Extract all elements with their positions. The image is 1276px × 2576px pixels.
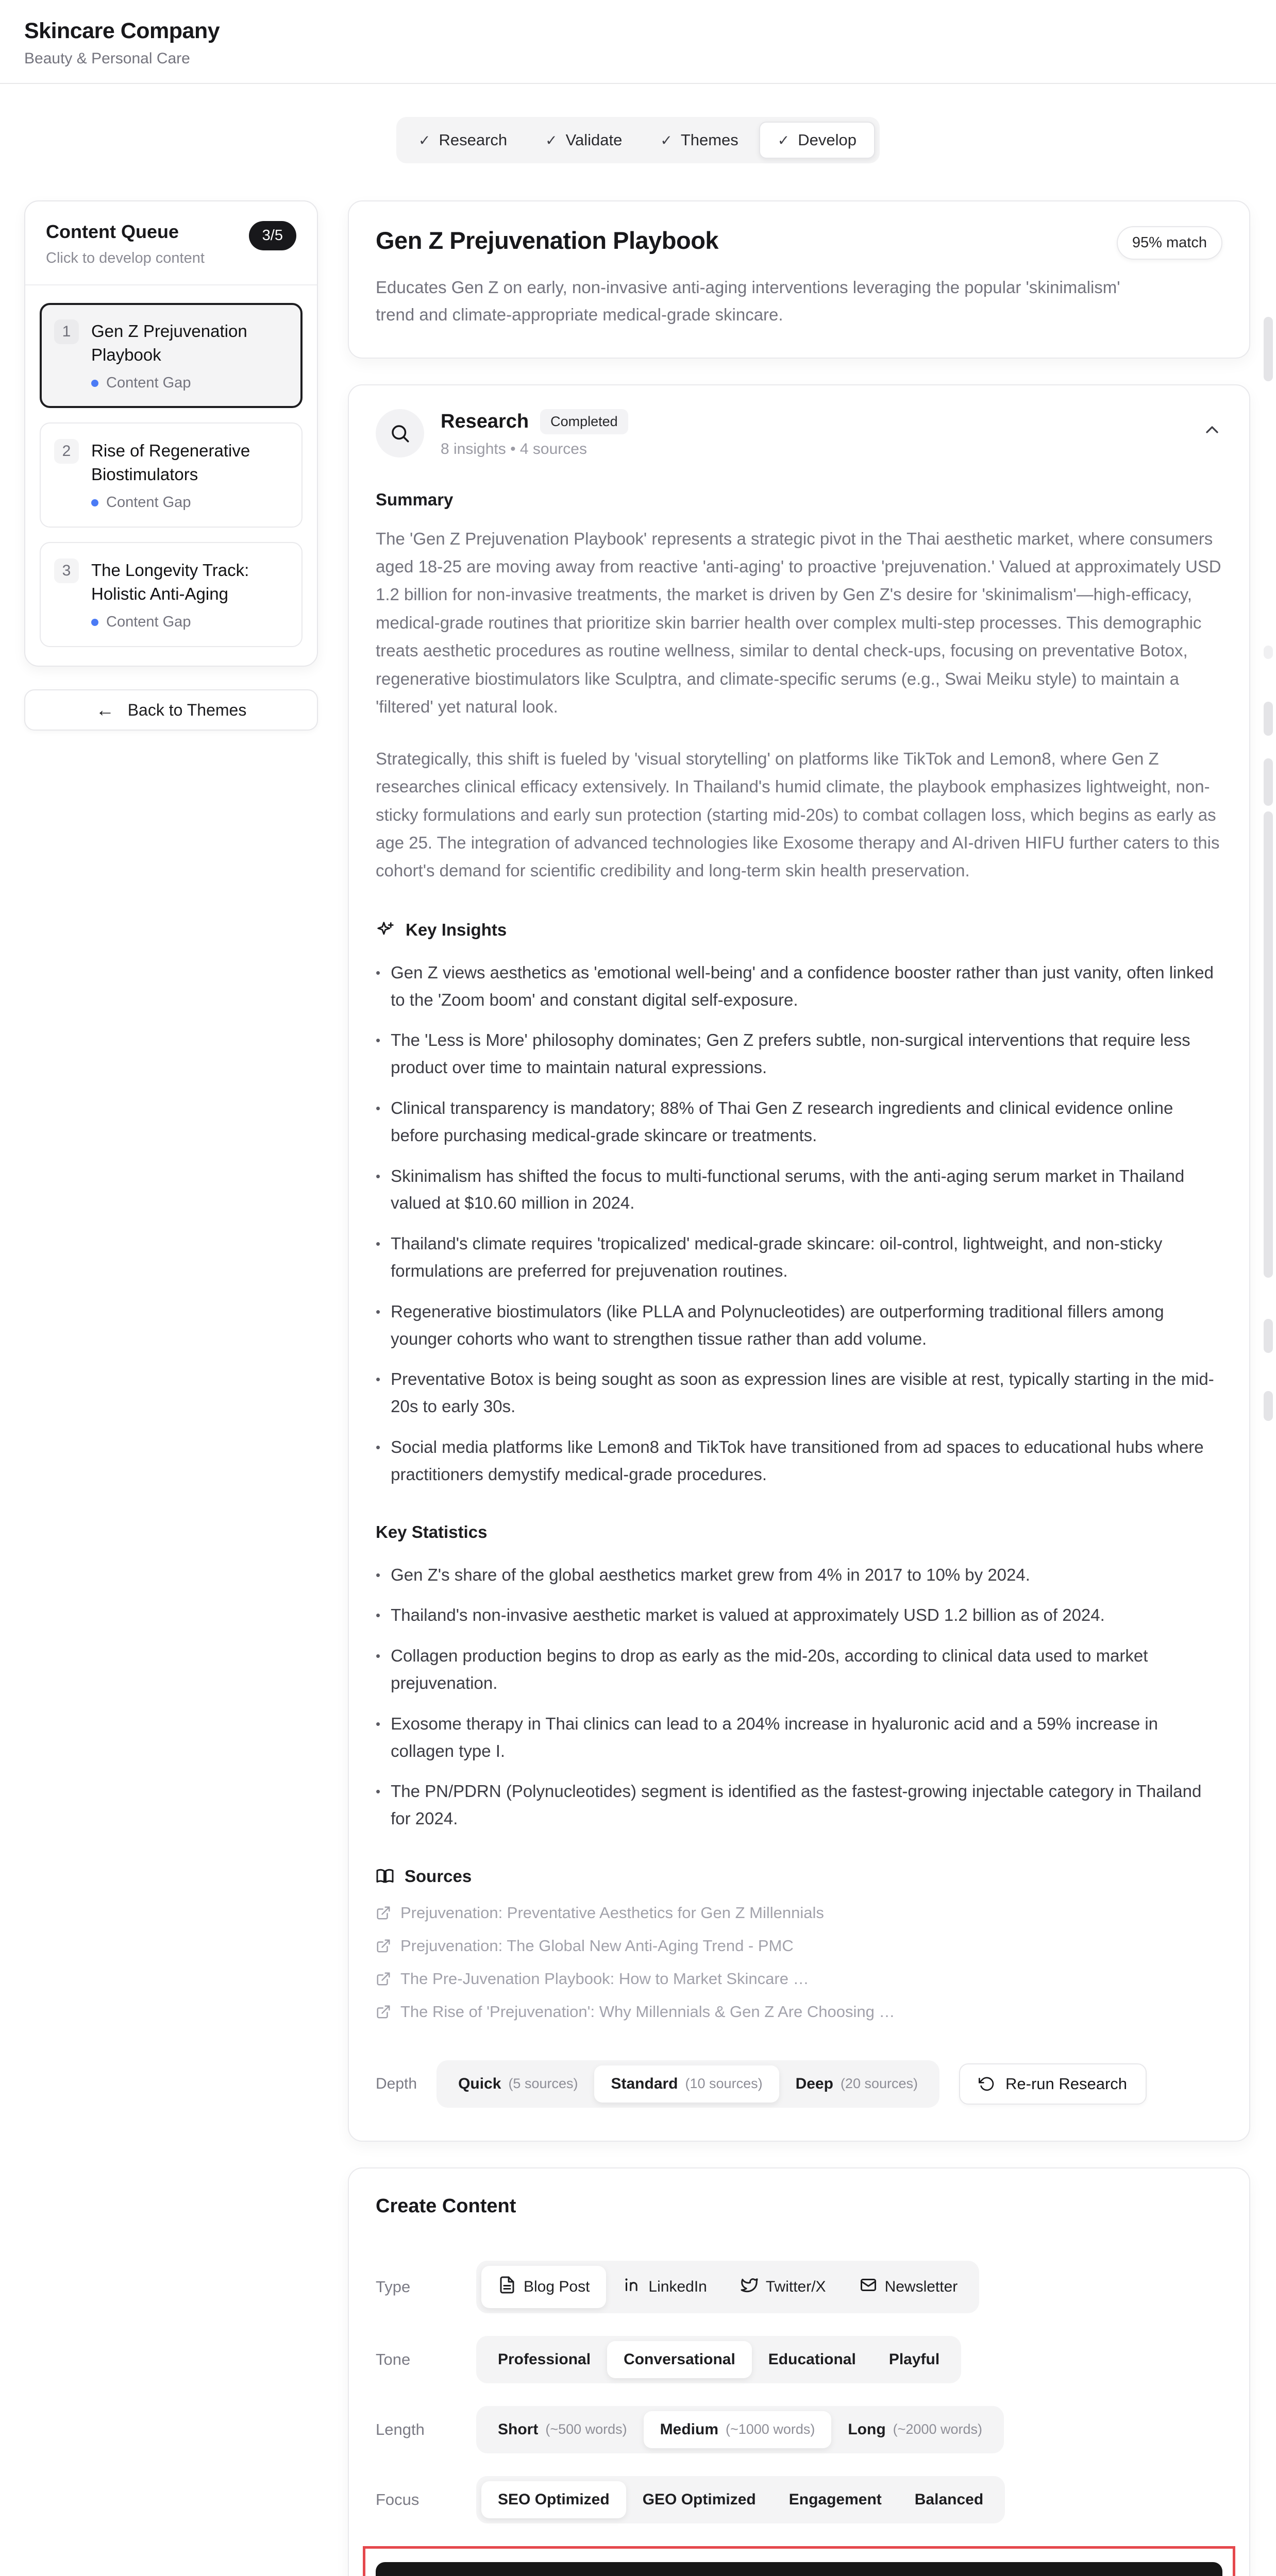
- workflow-stepper: [0, 117, 1276, 163]
- tone-option-label: Conversational: [624, 2350, 735, 2368]
- collapse-button[interactable]: [1202, 419, 1222, 442]
- generate-blog-post-button[interactable]: [376, 2562, 1222, 2576]
- queue-item-number: 2: [54, 439, 79, 464]
- length-row: [376, 2406, 1222, 2453]
- sparkles-icon: [376, 920, 395, 940]
- stat-item: [376, 1602, 1222, 1629]
- source-title: The Pre-Juvenation Playbook: How to Market Skincare …: [400, 1969, 809, 1988]
- bullet-icon: •: [376, 1303, 381, 1319]
- depth-option-deep[interactable]: [779, 2065, 934, 2103]
- bullet-icon: •: [376, 1439, 381, 1455]
- summary-section: [376, 490, 1222, 885]
- tone-row: [376, 2336, 1222, 2383]
- bullet-icon: •: [376, 1784, 381, 1800]
- company-name: Skincare Company: [24, 19, 220, 43]
- stat-item: [376, 1562, 1222, 1589]
- type-option-label: Twitter/X: [765, 2278, 826, 2295]
- stat-item: [376, 1778, 1222, 1833]
- insight-item: [376, 1230, 1222, 1285]
- source-title: Prejuvenation: The Global New Anti-Aging Trend - PMC: [400, 1936, 794, 1955]
- tone-segmented-control: [476, 2336, 961, 2383]
- create-content-card: [348, 2167, 1250, 2576]
- bullet-icon: •: [376, 1168, 381, 1184]
- queue-item-3[interactable]: [40, 542, 303, 647]
- depth-option-label: Deep: [795, 2075, 833, 2092]
- scrollbar-thumb[interactable]: [1264, 758, 1273, 806]
- depth-option-quick[interactable]: [442, 2065, 594, 2103]
- topic-title-row: [376, 226, 1222, 260]
- content-gap-label: Content Gap: [106, 614, 191, 631]
- length-option-detail: (~1000 words): [726, 2421, 815, 2437]
- tone-label: Tone: [376, 2350, 411, 2368]
- length-option-short[interactable]: [481, 2411, 644, 2448]
- focus-option-label: SEO Optimized: [498, 2490, 610, 2508]
- type-option-newsletter[interactable]: [843, 2266, 975, 2308]
- length-option-label: Medium: [660, 2420, 718, 2438]
- length-option-label: Short: [498, 2420, 539, 2438]
- research-header: [376, 409, 1222, 458]
- key-statistics-heading: Key Statistics: [376, 1522, 488, 1541]
- match-badge: 95% match: [1117, 226, 1222, 260]
- source-title: The Rise of 'Prejuvenation': Why Millennials & Gen Z Are Choosing …: [400, 2002, 895, 2021]
- focus-option-geo[interactable]: [626, 2481, 773, 2518]
- insight-text: Thailand's climate requires 'tropicalized' medical-grade skincare: oil-control, lightweight, and non-sticky formulations are preferred for prejuvenation routines.: [391, 1234, 1163, 1281]
- topic-card: [348, 200, 1250, 359]
- queue-item-body: [91, 558, 288, 631]
- insight-item: [376, 959, 1222, 1014]
- depth-label: Depth: [376, 2075, 417, 2092]
- type-label: Type: [376, 2277, 411, 2296]
- scrollbar-thumb[interactable]: [1264, 317, 1273, 381]
- content-gap-label: Content Gap: [106, 375, 191, 392]
- tone-option-educational[interactable]: [752, 2341, 872, 2378]
- focus-row: [376, 2476, 1222, 2523]
- type-segmented-control: [476, 2261, 979, 2313]
- length-option-detail: (~2000 words): [893, 2421, 982, 2437]
- check-icon: ✓: [777, 132, 790, 148]
- summary-paragraph-2: Strategically, this shift is fueled by 'visual storytelling' on platforms like TikTok and Lemon8, where Gen Z researches clinical efficacy extensively. In Thailand's humid climate, the playbook emphasizes lightweight, non-sticky formulations and early sun protection (starting mid-20s) to combat collagen loss, which begins as early as age 25. The integration of advanced technologies like Exosome therapy and AI-driven HIFU further caters to this cohort's demand for scientific credibility and long-term skin health preservation.: [376, 749, 1220, 880]
- bullet-icon: •: [376, 1371, 381, 1387]
- chevron-up-icon: [1202, 419, 1222, 440]
- key-insights-heading: Key Insights: [406, 920, 507, 939]
- back-to-themes-label: Back to Themes: [127, 700, 247, 719]
- queue-item-number: 1: [54, 319, 79, 344]
- stepper-pill-group: [396, 117, 880, 163]
- type-option-label: LinkedIn: [648, 2278, 707, 2295]
- research-card: [348, 384, 1250, 2142]
- step-label: Validate: [565, 131, 623, 149]
- insight-item: [376, 1434, 1222, 1488]
- queue-item-title: The Longevity Track: Holistic Anti-Aging: [91, 561, 249, 603]
- research-title: Research: [441, 410, 529, 432]
- sidebar: [24, 200, 318, 2576]
- step-develop[interactable]: [759, 122, 875, 159]
- bullet-icon: •: [376, 964, 381, 980]
- step-validate[interactable]: [528, 123, 640, 158]
- queue-list: [25, 285, 317, 666]
- depth-option-label: Quick: [458, 2075, 501, 2092]
- stat-text: Thailand's non-invasive aesthetic market is valued at approximately USD 1.2 billion as of 2024.: [391, 1605, 1105, 1625]
- queue-item-2[interactable]: [40, 422, 303, 528]
- source-link[interactable]: [376, 1970, 1222, 1988]
- stat-item: [376, 1710, 1222, 1765]
- insight-text: Skinimalism has shifted the focus to multi-functional serums, with the anti-aging serum market in Thailand valued at $10.60 million in 2024.: [391, 1166, 1185, 1213]
- scrollbar-thumb[interactable]: [1264, 1391, 1273, 1421]
- queue-header: [25, 201, 317, 285]
- type-option-label: Blog Post: [524, 2278, 590, 2295]
- create-content-title: Create Content: [376, 2195, 516, 2217]
- step-label: Research: [439, 131, 508, 149]
- external-link-icon: [376, 1938, 391, 1954]
- length-label: Length: [376, 2420, 425, 2438]
- length-option-detail: (~500 words): [545, 2421, 627, 2437]
- tone-option-playful[interactable]: [872, 2341, 956, 2378]
- tone-option-conversational[interactable]: [607, 2341, 752, 2378]
- queue-item-tag: [91, 614, 288, 631]
- topic-description: Educates Gen Z on early, non-invasive anti-aging interventions leveraging the popular 'skinimalism' trend and climate-appropriate medical-grade skincare.: [376, 278, 1120, 324]
- linkedin-icon: [623, 2276, 641, 2298]
- type-row: [376, 2261, 1222, 2313]
- insight-text: The 'Less is More' philosophy dominates; Gen Z prefers subtle, non-surgical interventions that require less product over time to maintain natural expressions.: [391, 1030, 1190, 1077]
- source-link[interactable]: [376, 1904, 1222, 1922]
- book-open-icon: [376, 1867, 394, 1886]
- length-option-medium[interactable]: [644, 2411, 832, 2448]
- tone-option-label: Playful: [888, 2350, 940, 2368]
- depth-option-detail: (20 sources): [840, 2076, 918, 2092]
- key-insights-heading-row: [376, 920, 1222, 940]
- scrollbar-thumb[interactable]: [1264, 1319, 1273, 1353]
- sources-section: [376, 1867, 1222, 2021]
- depth-option-detail: (10 sources): [685, 2076, 763, 2092]
- source-link[interactable]: [376, 2003, 1222, 2021]
- bullet-icon: •: [376, 1100, 381, 1116]
- refresh-icon: [979, 2076, 995, 2092]
- stat-item: [376, 1642, 1222, 1697]
- step-themes[interactable]: [643, 123, 755, 158]
- length-option-label: Long: [848, 2420, 886, 2438]
- insight-text: Gen Z views aesthetics as 'emotional well-being' and a confidence booster rather than just vanity, often linked to the 'Zoom boom' and constant digital self-exposure.: [391, 962, 1214, 1009]
- scrollbar-thumb[interactable]: [1264, 646, 1273, 659]
- insight-item: [376, 1027, 1222, 1081]
- type-option-twitter[interactable]: [724, 2266, 843, 2308]
- summary-paragraph-1: The 'Gen Z Prejuvenation Playbook' represents a strategic pivot in the Thai aesthetic market, where consumers aged 18-25 are moving away from reactive 'anti-aging' to proactive 'prejuvenation.' Valued at approximately USD 1.2 billion for non-invasive treatments, the market is driven by Gen Z's desire for 'skinimalism'—high-efficacy, medical-grade routines that prioritize skin barrier health over complex multi-step processes. This demographic treats aesthetic procedures as routine wellness, similar to dental check-ups, focusing on preventative Botox, regenerative biostimulators like Sculptra, and climate-specific serums (e.g., Swai Meiku style) to maintain a 'filtered' yet natural look.: [376, 529, 1221, 717]
- focus-segmented-control: [476, 2476, 1005, 2523]
- step-label: Themes: [680, 131, 738, 149]
- focus-label: Focus: [376, 2490, 419, 2509]
- length-segmented-control: [476, 2406, 1004, 2453]
- step-label: Develop: [798, 131, 857, 149]
- queue-subtitle: Click to develop content: [46, 250, 205, 266]
- research-meta: 8 insights • 4 sources: [441, 440, 587, 457]
- insight-text: Clinical transparency is mandatory; 88% of Thai Gen Z research ingredients and clinical evidence online before purchasing medical-grade skincare or treatments.: [391, 1098, 1173, 1145]
- key-statistics-section: [376, 1522, 1222, 1833]
- check-icon: ✓: [545, 132, 558, 148]
- queue-item-body: [91, 319, 288, 392]
- key-insights-section: [376, 920, 1222, 1488]
- focus-option-engagement[interactable]: [773, 2481, 898, 2518]
- insight-item: [376, 1298, 1222, 1353]
- source-title: Prejuvenation: Preventative Aesthetics for Gen Z Millennials: [400, 1903, 824, 1922]
- main-panel: [348, 200, 1261, 2576]
- bullet-icon: •: [376, 1648, 381, 1664]
- queue-item-title: Rise of Regenerative Biostimulators: [91, 441, 250, 484]
- depth-option-standard[interactable]: [594, 2065, 779, 2103]
- check-icon: ✓: [418, 132, 431, 148]
- type-option-linkedin[interactable]: [606, 2266, 723, 2308]
- tone-option-label: Educational: [768, 2350, 856, 2368]
- scrollbar-thumb[interactable]: [1264, 702, 1273, 736]
- focus-option-seo[interactable]: [481, 2481, 626, 2518]
- queue-item-tag: [91, 494, 288, 511]
- queue-item-1[interactable]: [40, 303, 303, 408]
- bullet-icon: •: [376, 1607, 381, 1623]
- stat-text: Collagen production begins to drop as early as the mid-20s, according to clinical data used to market prejuvenation.: [391, 1646, 1148, 1692]
- bullet-icon: •: [376, 1236, 381, 1252]
- check-icon: ✓: [660, 132, 673, 148]
- queue-header-text: [46, 221, 205, 267]
- content-gap-dot-icon: [91, 619, 98, 626]
- annotation-highlight-box: [363, 2546, 1235, 2576]
- external-link-icon: [376, 1905, 391, 1921]
- bullet-icon: •: [376, 1567, 381, 1583]
- bullet-icon: •: [376, 1716, 381, 1732]
- rerun-research-label: Re-run Research: [1005, 2074, 1128, 2093]
- depth-option-detail: (5 sources): [508, 2076, 578, 2092]
- insight-text: Social media platforms like Lemon8 and TikTok have transitioned from ad spaces to educational hubs where practitioners demystify medical-grade procedures.: [391, 1437, 1204, 1484]
- length-option-long[interactable]: [831, 2411, 999, 2448]
- focus-option-label: Engagement: [788, 2490, 882, 2508]
- tone-option-professional[interactable]: [481, 2341, 607, 2378]
- content-gap-label: Content Gap: [106, 494, 191, 511]
- queue-item-tag: [91, 375, 288, 392]
- search-icon: [389, 422, 411, 444]
- back-to-themes-button[interactable]: [24, 689, 318, 731]
- insight-item: [376, 1366, 1222, 1420]
- type-option-blog-post[interactable]: [481, 2266, 606, 2308]
- status-badge: Completed: [540, 409, 628, 434]
- insight-item: [376, 1095, 1222, 1149]
- depth-segmented-control: [436, 2060, 939, 2108]
- depth-row: [376, 2060, 1222, 2108]
- sources-heading-row: [376, 1867, 1222, 1886]
- external-link-icon: [376, 1971, 391, 1987]
- twitter-bird-icon: [740, 2276, 759, 2298]
- sources-heading: Sources: [405, 1866, 472, 1886]
- tone-option-label: Professional: [498, 2350, 591, 2368]
- rerun-research-button[interactable]: [959, 2063, 1147, 2105]
- arrow-left-icon: ←: [95, 699, 114, 721]
- research-icon-circle: [376, 409, 424, 457]
- depth-option-label: Standard: [611, 2075, 678, 2092]
- file-text-icon: [498, 2276, 516, 2298]
- insight-item: [376, 1163, 1222, 1217]
- company-category: Beauty & Personal Care: [24, 50, 190, 67]
- focus-option-balanced[interactable]: [898, 2481, 1000, 2518]
- stat-text: Gen Z's share of the global aesthetics market grew from 4% in 2017 to 10% by 2024.: [391, 1565, 1030, 1584]
- insight-text: Preventative Botox is being sought as soon as expression lines are visible at rest, typically starting in the mid-20s to early 30s.: [391, 1369, 1214, 1416]
- focus-option-label: Balanced: [914, 2490, 984, 2508]
- step-research[interactable]: [401, 123, 525, 158]
- queue-item-title: Gen Z Prejuvenation Playbook: [91, 321, 247, 364]
- research-title-row: [441, 409, 628, 434]
- type-option-label: Newsletter: [884, 2278, 958, 2295]
- stat-text: The PN/PDRN (Polynucleotides) segment is identified as the fastest-growing injectable category in Thailand for 2024.: [391, 1782, 1202, 1828]
- queue-title: Content Queue: [46, 221, 179, 242]
- scrollbar-thumb[interactable]: [1264, 811, 1273, 1278]
- content-gap-dot-icon: [91, 499, 98, 506]
- queue-count-badge: 3/5: [249, 221, 296, 250]
- content-gap-dot-icon: [91, 380, 98, 387]
- source-link[interactable]: [376, 1937, 1222, 1955]
- summary-heading: Summary: [376, 489, 454, 509]
- research-header-text: [441, 409, 628, 458]
- external-link-icon: [376, 2004, 391, 2020]
- stat-text: Exosome therapy in Thai clinics can lead to a 204% increase in hyaluronic acid and a 59% increase in collagen type I.: [391, 1714, 1159, 1760]
- main-layout: [0, 200, 1276, 2576]
- content-queue-card: [24, 200, 318, 667]
- focus-option-label: GEO Optimized: [642, 2490, 756, 2508]
- app-header: [0, 0, 1276, 84]
- mail-icon: [859, 2276, 878, 2298]
- queue-item-body: [91, 439, 288, 511]
- topic-title: Gen Z Prejuvenation Playbook: [376, 227, 719, 254]
- bullet-icon: •: [376, 1032, 381, 1048]
- queue-item-number: 3: [54, 558, 79, 583]
- insight-text: Regenerative biostimulators (like PLLA and Polynucleotides) are outperforming traditional fillers among younger cohorts who want to strengthen tissue rather than add volume.: [391, 1301, 1164, 1348]
